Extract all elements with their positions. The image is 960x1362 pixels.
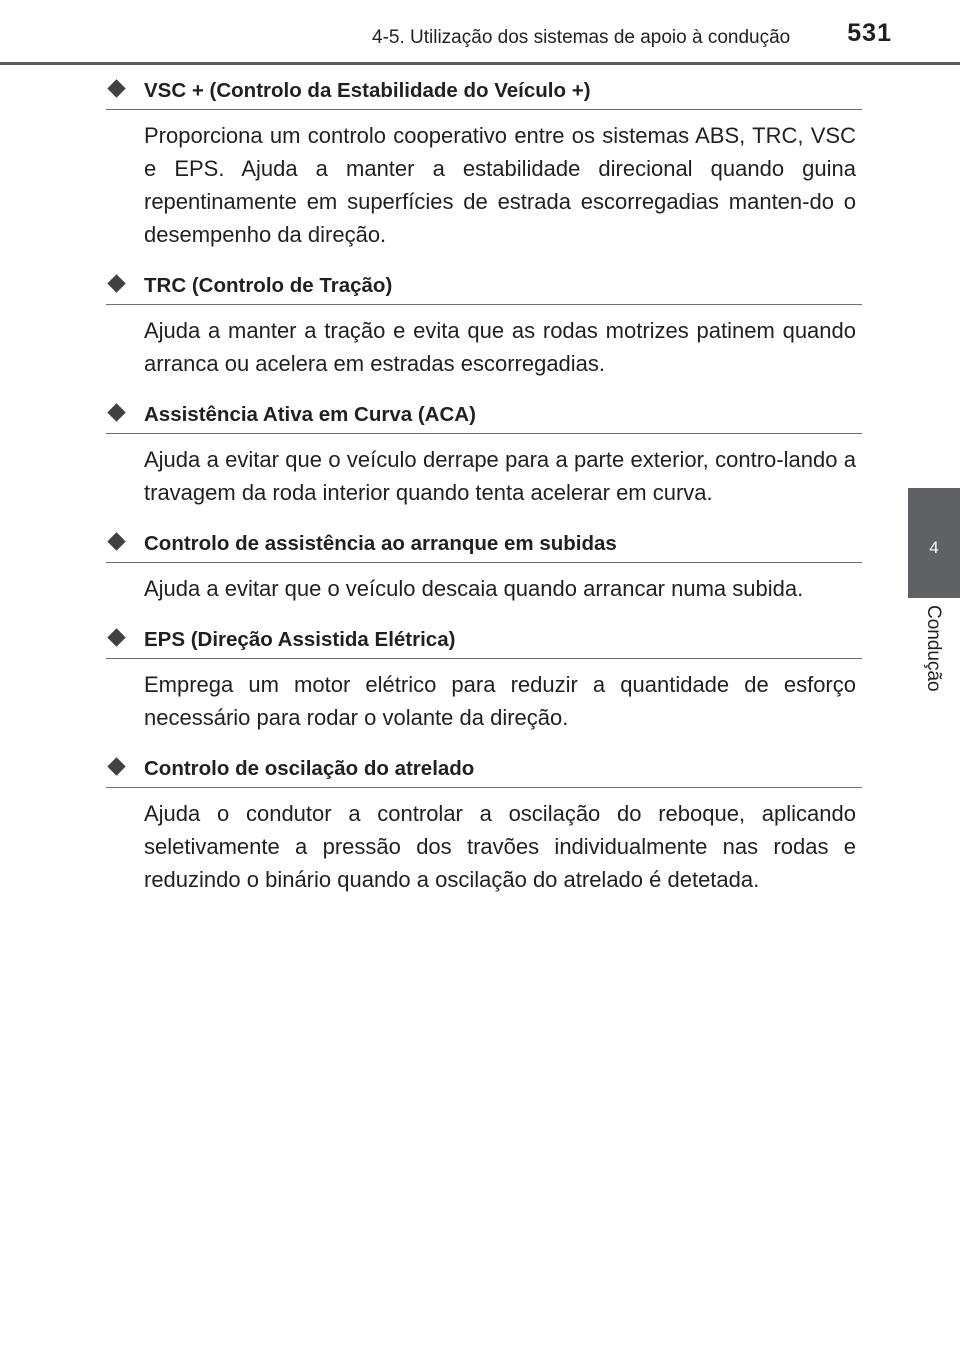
- section-title: Controlo de oscilação do atrelado: [144, 757, 475, 780]
- section-title: EPS (Direção Assistida Elétrica): [144, 628, 456, 651]
- chapter-side-tab: [908, 488, 960, 598]
- section-heading: [106, 76, 862, 110]
- section-trailer-sway-control: [106, 754, 862, 896]
- diamond-bullet-icon: [107, 757, 125, 775]
- chapter-title: 4-5. Utilização dos sistemas de apoio à condução: [372, 27, 791, 48]
- page-content: [106, 76, 862, 916]
- diamond-bullet-icon: [107, 403, 125, 421]
- section-title: VSC + (Controlo da Estabilidade do Veículo +): [144, 79, 591, 102]
- section-body: Ajuda o condutor a controlar a oscilação do reboque, aplicando seletivamente a pressão dos travões individualmente nas rodas e reduzindo o binário quando a oscilação do atrelado é detetada.: [144, 801, 856, 892]
- section-trc: [106, 271, 862, 380]
- section-hill-start-assist: [106, 529, 862, 605]
- chapter-label: Condução: [923, 605, 944, 692]
- section-body: Ajuda a evitar que o veículo derrape para a parte exterior, contro-lando a travagem da roda interior quando tenta acelerar em curva.: [144, 447, 856, 505]
- diamond-bullet-icon: [107, 628, 125, 646]
- section-body: Ajuda a manter a tração e evita que as rodas motrizes patinem quando arranca ou acelera em estradas escorregadias.: [144, 318, 856, 376]
- section-eps: [106, 625, 862, 734]
- section-heading: [106, 754, 862, 788]
- section-aca: [106, 400, 862, 509]
- section-heading: [106, 625, 862, 659]
- header-divider: [0, 62, 960, 65]
- page-header: [0, 0, 960, 70]
- section-body: Proporciona um controlo cooperativo entre os sistemas ABS, TRC, VSC e EPS. Ajuda a manter a estabilidade direcional quando guina repentinamente em superfícies de estrada escorregadias manten-do o desempenho da direção.: [144, 123, 856, 247]
- section-title: Assistência Ativa em Curva (ACA): [144, 403, 476, 426]
- diamond-bullet-icon: [107, 274, 125, 292]
- section-heading: [106, 271, 862, 305]
- section-title: TRC (Controlo de Tração): [144, 274, 393, 297]
- page-number: 531: [847, 19, 892, 47]
- chapter-side-label: [908, 605, 960, 715]
- diamond-bullet-icon: [107, 79, 125, 97]
- section-vsc-plus: [106, 76, 862, 251]
- section-body: Emprega um motor elétrico para reduzir a quantidade de esforço necessário para rodar o volante da direção.: [144, 672, 856, 730]
- chapter-number: 4: [929, 538, 939, 557]
- section-heading: [106, 400, 862, 434]
- section-title: Controlo de assistência ao arranque em subidas: [144, 532, 617, 555]
- section-body: Ajuda a evitar que o veículo descaia quando arrancar numa subida.: [144, 576, 804, 601]
- diamond-bullet-icon: [107, 532, 125, 550]
- section-heading: [106, 529, 862, 563]
